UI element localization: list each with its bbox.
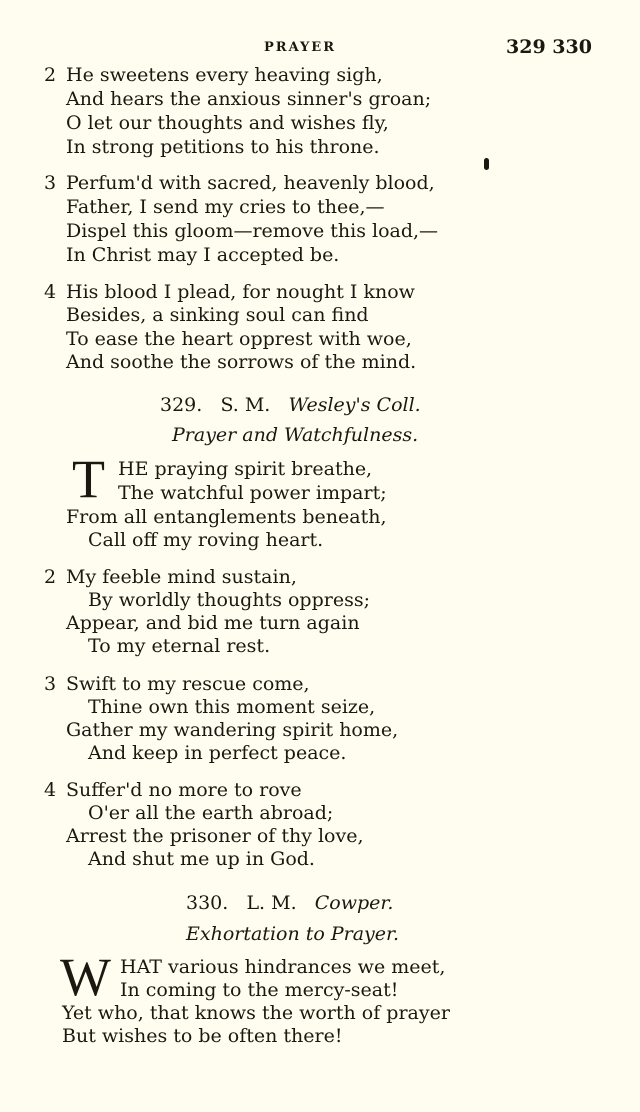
verse-line: But wishes to be often there! <box>62 1025 343 1047</box>
verse-line: From all entanglements beneath, <box>66 506 387 528</box>
verse-line: Appear, and bid me turn again <box>66 612 360 634</box>
verse-line: Yet who, that knows the worth of prayer <box>62 1002 450 1024</box>
verse-line: Besides, a sinking soul can find <box>66 304 369 326</box>
verse-line: Thine own this moment seize, <box>88 696 376 718</box>
verse-line: And hears the anxious sinner's groan; <box>66 88 432 110</box>
verse-line: By worldly thoughts oppress; <box>88 589 370 611</box>
hymn-number: 329. <box>160 394 203 416</box>
drop-cap: T <box>72 449 105 509</box>
running-header: PRAYER <box>264 40 337 55</box>
verse-line: He sweetens every heaving sigh, <box>66 64 383 86</box>
verse-line: And keep in perfect peace. <box>88 742 347 764</box>
verse-line: O let our thoughts and wishes fly, <box>66 112 389 134</box>
hymn-subtitle: Prayer and Watchfulness. <box>172 424 419 446</box>
verse-line: His blood I plead, for nought I know <box>66 281 415 303</box>
verse-line: HE praying spirit breathe, <box>118 458 373 480</box>
verse-line: O'er all the earth abroad; <box>88 802 334 824</box>
hymn-meter: L. M. <box>246 892 297 914</box>
hymn-author: Cowper. <box>314 892 394 914</box>
verse-line: Father, I send my cries to thee,— <box>66 196 385 218</box>
verse-number: 3 <box>44 673 57 695</box>
verse-line: Call off my roving heart. <box>88 529 324 551</box>
verse-line: In coming to the mercy-seat! <box>120 979 399 1001</box>
verse-number: 4 <box>44 779 57 801</box>
verse-number: 3 <box>44 172 57 194</box>
verse-line: The watchful power impart; <box>118 482 387 504</box>
hymn-heading <box>160 394 421 416</box>
verse-line: To my eternal rest. <box>88 635 271 657</box>
verse-line: Swift to my rescue come, <box>66 673 310 695</box>
verse-number: 4 <box>44 281 57 303</box>
verse-line: And shut me up in God. <box>88 848 315 870</box>
verse-line: In strong petitions to his throne. <box>66 136 380 158</box>
verse-line: Suffer'd no more to rove <box>66 779 302 801</box>
page-numbers: 329 330 <box>506 36 592 58</box>
verse-line: In Christ may I accepted be. <box>66 244 340 266</box>
verse-line: Arrest the prisoner of thy love, <box>66 825 364 847</box>
verse-line: To ease the heart opprest with woe, <box>66 328 412 350</box>
verse-line: Perfum'd with sacred, heavenly blood, <box>66 172 435 194</box>
hymn-meter: S. M. <box>220 394 271 416</box>
hymn-author: Wesley's Coll. <box>288 394 421 416</box>
drop-cap: W <box>60 947 111 1007</box>
hymn-number: 330. <box>186 892 229 914</box>
ink-mark <box>484 158 489 170</box>
verse-line: Dispel this gloom—remove this load,— <box>66 220 439 242</box>
hymn-heading <box>186 892 393 914</box>
verse-number: 2 <box>44 64 57 86</box>
verse-line: And soothe the sorrows of the mind. <box>66 351 417 373</box>
hymn-subtitle: Exhortation to Prayer. <box>186 923 400 945</box>
verse-number: 2 <box>44 566 57 588</box>
verse-line: Gather my wandering spirit home, <box>66 719 399 741</box>
verse-line: HAT various hindrances we meet, <box>120 956 446 978</box>
verse-line: My feeble mind sustain, <box>66 566 297 588</box>
